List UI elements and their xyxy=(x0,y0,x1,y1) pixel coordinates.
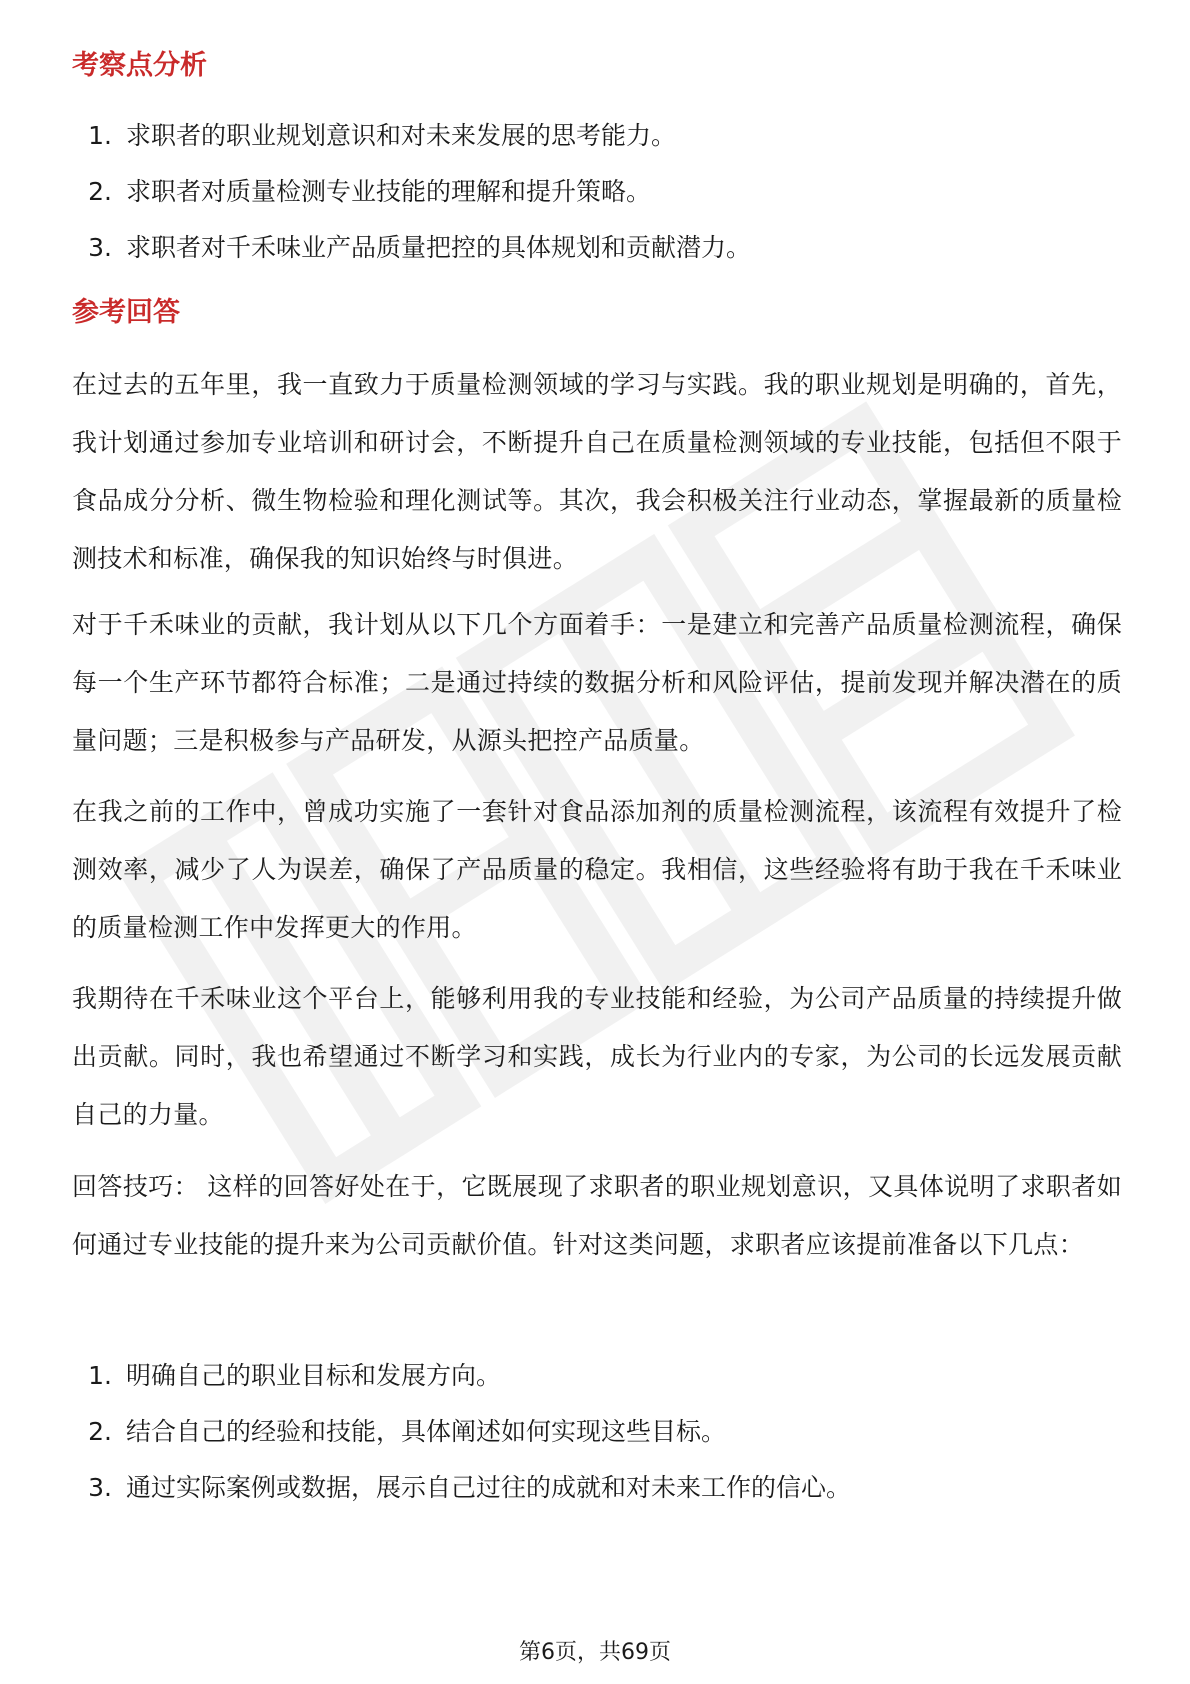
list-item xyxy=(72,1460,851,1516)
list-number: 2. xyxy=(88,1417,112,1446)
list-number: 2. xyxy=(88,177,112,206)
list-item-text: 求职者对质量检测专业技能的理解和提升策略。 xyxy=(126,177,652,206)
list-number: 1. xyxy=(88,121,112,150)
list-item xyxy=(72,1348,851,1404)
answer-heading: 参考回答 xyxy=(72,297,180,328)
list-item-text: 求职者对千禾味业产品质量把控的具体规划和贡献潜力。 xyxy=(126,233,752,262)
answer-paragraph-3: 在我之前的工作中，曾成功实施了一套针对食品添加剂的质量检测流程，该流程有效提升了检测效率，减少了人为误差，确保了产品质量的稳定。我相信，这些经验将有助于我在千禾味业的质量检测工作中发挥更大的作用。 xyxy=(72,797,1122,942)
list-item xyxy=(72,164,751,220)
answer-paragraph-4: 我期待在千禾味业这个平台上，能够利用我的专业技能和经验，为公司产品质量的持续提升做出贡献。同时，我也希望通过不断学习和实践，成长为行业内的专家，为公司的长远发展贡献自己的力量。 xyxy=(72,984,1122,1129)
list-number: 3. xyxy=(88,1473,112,1502)
list-item-text: 结合自己的经验和技能，具体阐述如何实现这些目标。 xyxy=(126,1417,727,1446)
answer-paragraph-2: 对于千禾味业的贡献，我计划从以下几个方面着手：一是建立和完善产品质量检测流程，确保每一个生产环节都符合标准；二是通过持续的数据分析和风险评估，提前发现并解决潜在的质量问题；三是积极参与产品研发，从源头把控产品质量。 xyxy=(72,610,1122,755)
list-item xyxy=(72,220,751,276)
analysis-heading: 考察点分析 xyxy=(72,50,207,81)
analysis-list xyxy=(72,108,751,276)
list-number: 1. xyxy=(88,1361,112,1390)
answer-paragraph-1: 在过去的五年里，我一直致力于质量检测领域的学习与实践。我的职业规划是明确的，首先，我计划通过参加专业培训和研讨会，不断提升自己在质量检测领域的专业技能，包括但不限于食品成分分析、微生物检验和理化测试等。其次，我会积极关注行业动态，掌握最新的质量检测技术和标准，确保我的知识始终与时俱进。 xyxy=(72,370,1122,573)
list-item xyxy=(72,108,751,164)
list-item-text: 求职者的职业规划意识和对未来发展的思考能力。 xyxy=(126,121,677,150)
answer-tips-paragraph: 回答技巧： 这样的回答好处在于，它既展现了求职者的职业规划意识，又具体说明了求职者如何通过专业技能的提升来为公司贡献价值。针对这类问题，求职者应该提前准备以下几点： xyxy=(72,1172,1122,1259)
tips-list xyxy=(72,1348,851,1516)
list-number: 3. xyxy=(88,233,112,262)
list-item-text: 通过实际案例或数据，展示自己过往的成就和对未来工作的信心。 xyxy=(126,1473,852,1502)
page-number-footer: 第6页，共69页 xyxy=(519,1640,671,1665)
list-item-text: 明确自己的职业目标和发展方向。 xyxy=(126,1361,502,1390)
list-item xyxy=(72,1404,851,1460)
